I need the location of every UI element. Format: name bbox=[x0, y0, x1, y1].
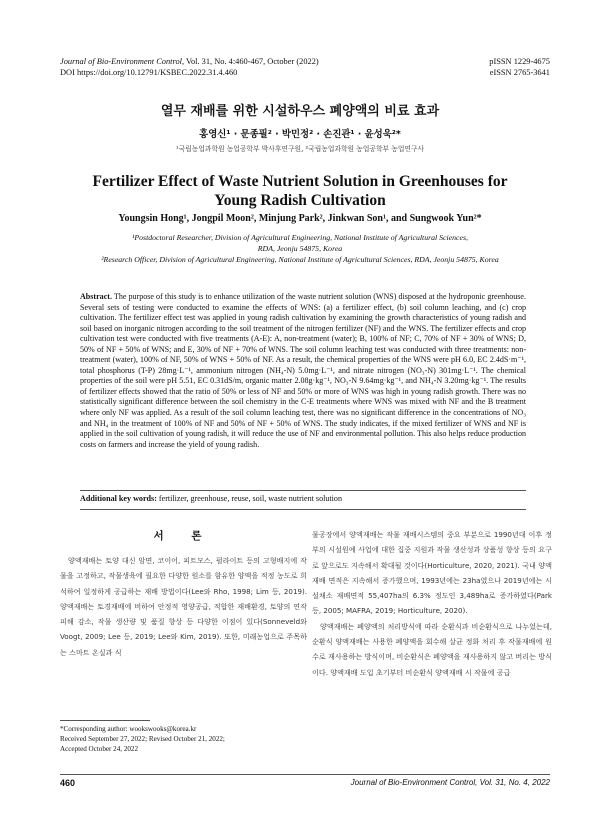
right-column bbox=[312, 527, 552, 680]
affiliation-1: ¹Postdoctoral Researcher, Division of Agricultural Engineering, National Institute of Agricultural Sciences, bbox=[132, 233, 468, 242]
abstract-text: The purpose of this study is to enhance utilization of the waste nutrient solution (WNS) disposed at the hydroponic greenhouse. Several sets of testing were conducted to examine the effects of WNS: (a) a fertilizer effect, (b) soil column leaching, and (c) crop cultivation. The fertilizer effect test was applied in young radish cultivation by examining the growth characteristics of young radish and soil based on inorganic nitrogen according to the soil treatment of the nitrogen fertilizer (NF) and the WNS. The fertilizer effects and crop cultivation test were conducted with five treatments (A-E): A, non-treatment (water); B, 100% of NF; C, 70% of NF + 30% of WNS; D, 50% of NF + 50% of WNS; and E, 30% of NF + 70% of WNS. The soil column leaching test was conducted with three treatments: non-treatment (water), 100% of NF, 50% of WNS + 50% of NF. As a result, the chemical properties of the WNS were pH 6.0, EC 2.4dS·m⁻¹, total phosphorus (T-P) 28mg·L⁻¹, ammonium nitrogen (NH₄-N) 5.0mg·L⁻¹, and nitrate nitrogen (NO₃-N) 301mg·L⁻¹. The chemical properties of the soil were pH 5.51, EC 0.31dS/m, organic matter 2.08g·kg⁻¹, NO₃-N 9.64mg·kg⁻¹, and NH₄-N 3.20mg·kg⁻¹. The results of fertilizer effects showed that the ratio of 50% or less of NF and 50% or more of WNS was high in young radish growth. There was no statistically significant difference between the soil chemistry in the C-E treatments where WNS was mixed with NF and the B treatment where only NF was applied. As a result of the soil column leaching test, there was no significant difference in the concentrations of NO₃ and NH₄ in the treatment of 100% of NF and 50% of NF + 50% of WNS. The study indicates, if the mixed fertilizer of WNS and NF is applied in the soil cultivation of young radish, it will reduce the use of NF and environmental pollution. This also helps reduce production costs on farmers and increase the yield of young radish. bbox=[80, 292, 526, 449]
keywords bbox=[80, 494, 526, 503]
affiliation-1-address: RDA, Jeonju 54875, Korea bbox=[257, 244, 343, 253]
english-title bbox=[40, 172, 560, 210]
korean-authors: 홍영신¹ · 문종필² · 박민정² · 손진관¹ · 윤성욱²* bbox=[199, 129, 401, 140]
affiliation-2: ²Research Officer, Division of Agricultural Engineering, National Institute of Agricultural Sciences, RDA, Jeonju 54875, Korea bbox=[101, 255, 499, 264]
keywords-label: Additional key words: bbox=[80, 494, 157, 503]
corresponding-author: *Corresponding author: wookswooks@korea.kr bbox=[60, 725, 197, 733]
left-column-text: 양액재배는 토양 대신 암면, 코이어, 피트모스, 펄라이트 등의 고형배지에 작물을 고정하고, 작물생육에 필요한 다양한 원소를 함유한 양액을 적정 농도로 희석하여 일정하게 공급하는 재배 방법이다(Lee와 Rho, 1998; Lim 등, 2019). 양액재배는 토경재배에 비하여 안정적 영양공급, 적합한 재배환경, 토양의 연작 피해 감소, 작물 생산량 및 품질 향상 등 다양한 이점이 있다(Sonneveld와 Voogt, 2009; Lee 등, 2019; Lee와 Kim, 2019). 또한, 미래농업으로 주목하는 스마트 온실과 식 bbox=[60, 556, 307, 657]
footnote bbox=[60, 724, 307, 754]
english-affiliations bbox=[50, 232, 550, 265]
eissn: eISSN 2765-3641 bbox=[489, 68, 550, 77]
doi-link[interactable]: DOI https://doi.org/10.12791/KSBEC.2022.31.4.460 bbox=[60, 68, 238, 77]
right-column-paragraph-2: 양액재배는 폐양액의 처리방식에 따라 순환식과 비순환식으로 나누었는데, 순환식 양액재배는 사용한 폐양액을 회수해 살균 정화 처리 후 작물재배에 원수로 재사용하는 방식이며, 비순환식은 폐양액을 재사용하지 않고 버리는 방식이다. 양액재배 도입 초기부터 비순환식 양액재배 시 작물에 공급 bbox=[312, 621, 552, 677]
abstract-divider bbox=[80, 490, 526, 491]
english-title-line1: Fertilizer Effect of Waste Nutrient Solution in Greenhouses for bbox=[92, 173, 508, 190]
page-number: 460 bbox=[60, 778, 76, 788]
korean-affiliation: ¹국립농업과학원 농업공학부 박사후연구원, ²국립농업과학원 농업공학부 농업연구사 bbox=[175, 145, 425, 153]
keywords-divider bbox=[80, 509, 526, 510]
korean-title: 열무 재배를 위한 시설하우스 폐양액의 비료 효과 bbox=[160, 104, 440, 119]
footnote-divider bbox=[60, 720, 150, 721]
english-authors: Youngsin Hong¹, Jongpil Moon², Minjung Park², Jinkwan Son¹, and Sungwook Yun²* bbox=[118, 213, 482, 224]
abstract-label: Abstract. bbox=[80, 292, 112, 301]
accepted-date: Accepted October 24, 2022 bbox=[60, 745, 139, 753]
journal-name: Journal of Bio-Environment Control bbox=[60, 57, 182, 66]
footer-divider bbox=[60, 774, 550, 775]
received-date: Received September 27, 2022; Revised October 21, 2022; bbox=[60, 735, 225, 743]
pissn: pISSN 1229-4675 bbox=[489, 57, 550, 66]
journal-volume: , Vol. 31, No. 4:460-467, October (2022) bbox=[181, 57, 319, 66]
abstract bbox=[80, 292, 526, 450]
keywords-text: fertilizer, greenhouse, reuse, soil, waste nutrient solution bbox=[156, 494, 343, 503]
footer-journal: Journal of Bio-Environment Control, Vol. 31, No. 4, 2022 bbox=[350, 778, 550, 787]
english-title-line2: Young Radish Cultivation bbox=[214, 192, 386, 209]
journal-citation bbox=[60, 56, 319, 67]
section-title: 서 론 bbox=[153, 530, 214, 542]
right-column-paragraph-1: 물공장에서 양액재배는 작물 재배시스템의 중요 부분으로 1990년대 이후 정부의 시설원예 사업에 대한 집중 지원과 작물 생산성과 상품성 향상 등의 요구로 앞으로도 지속해서 확대될 것이다(Horticulture, 2020, 2021). 국내 양액재배 면적은 지속해서 증가했으며, 1993년에는 23ha였으나 2019년에는 시설채소 재배면적 55,407ha의 6.3% 정도인 3,489ha로 증가하였다(Park 등, 2005; MAFRA, 2019; Horticulture, 2020). bbox=[312, 530, 552, 616]
